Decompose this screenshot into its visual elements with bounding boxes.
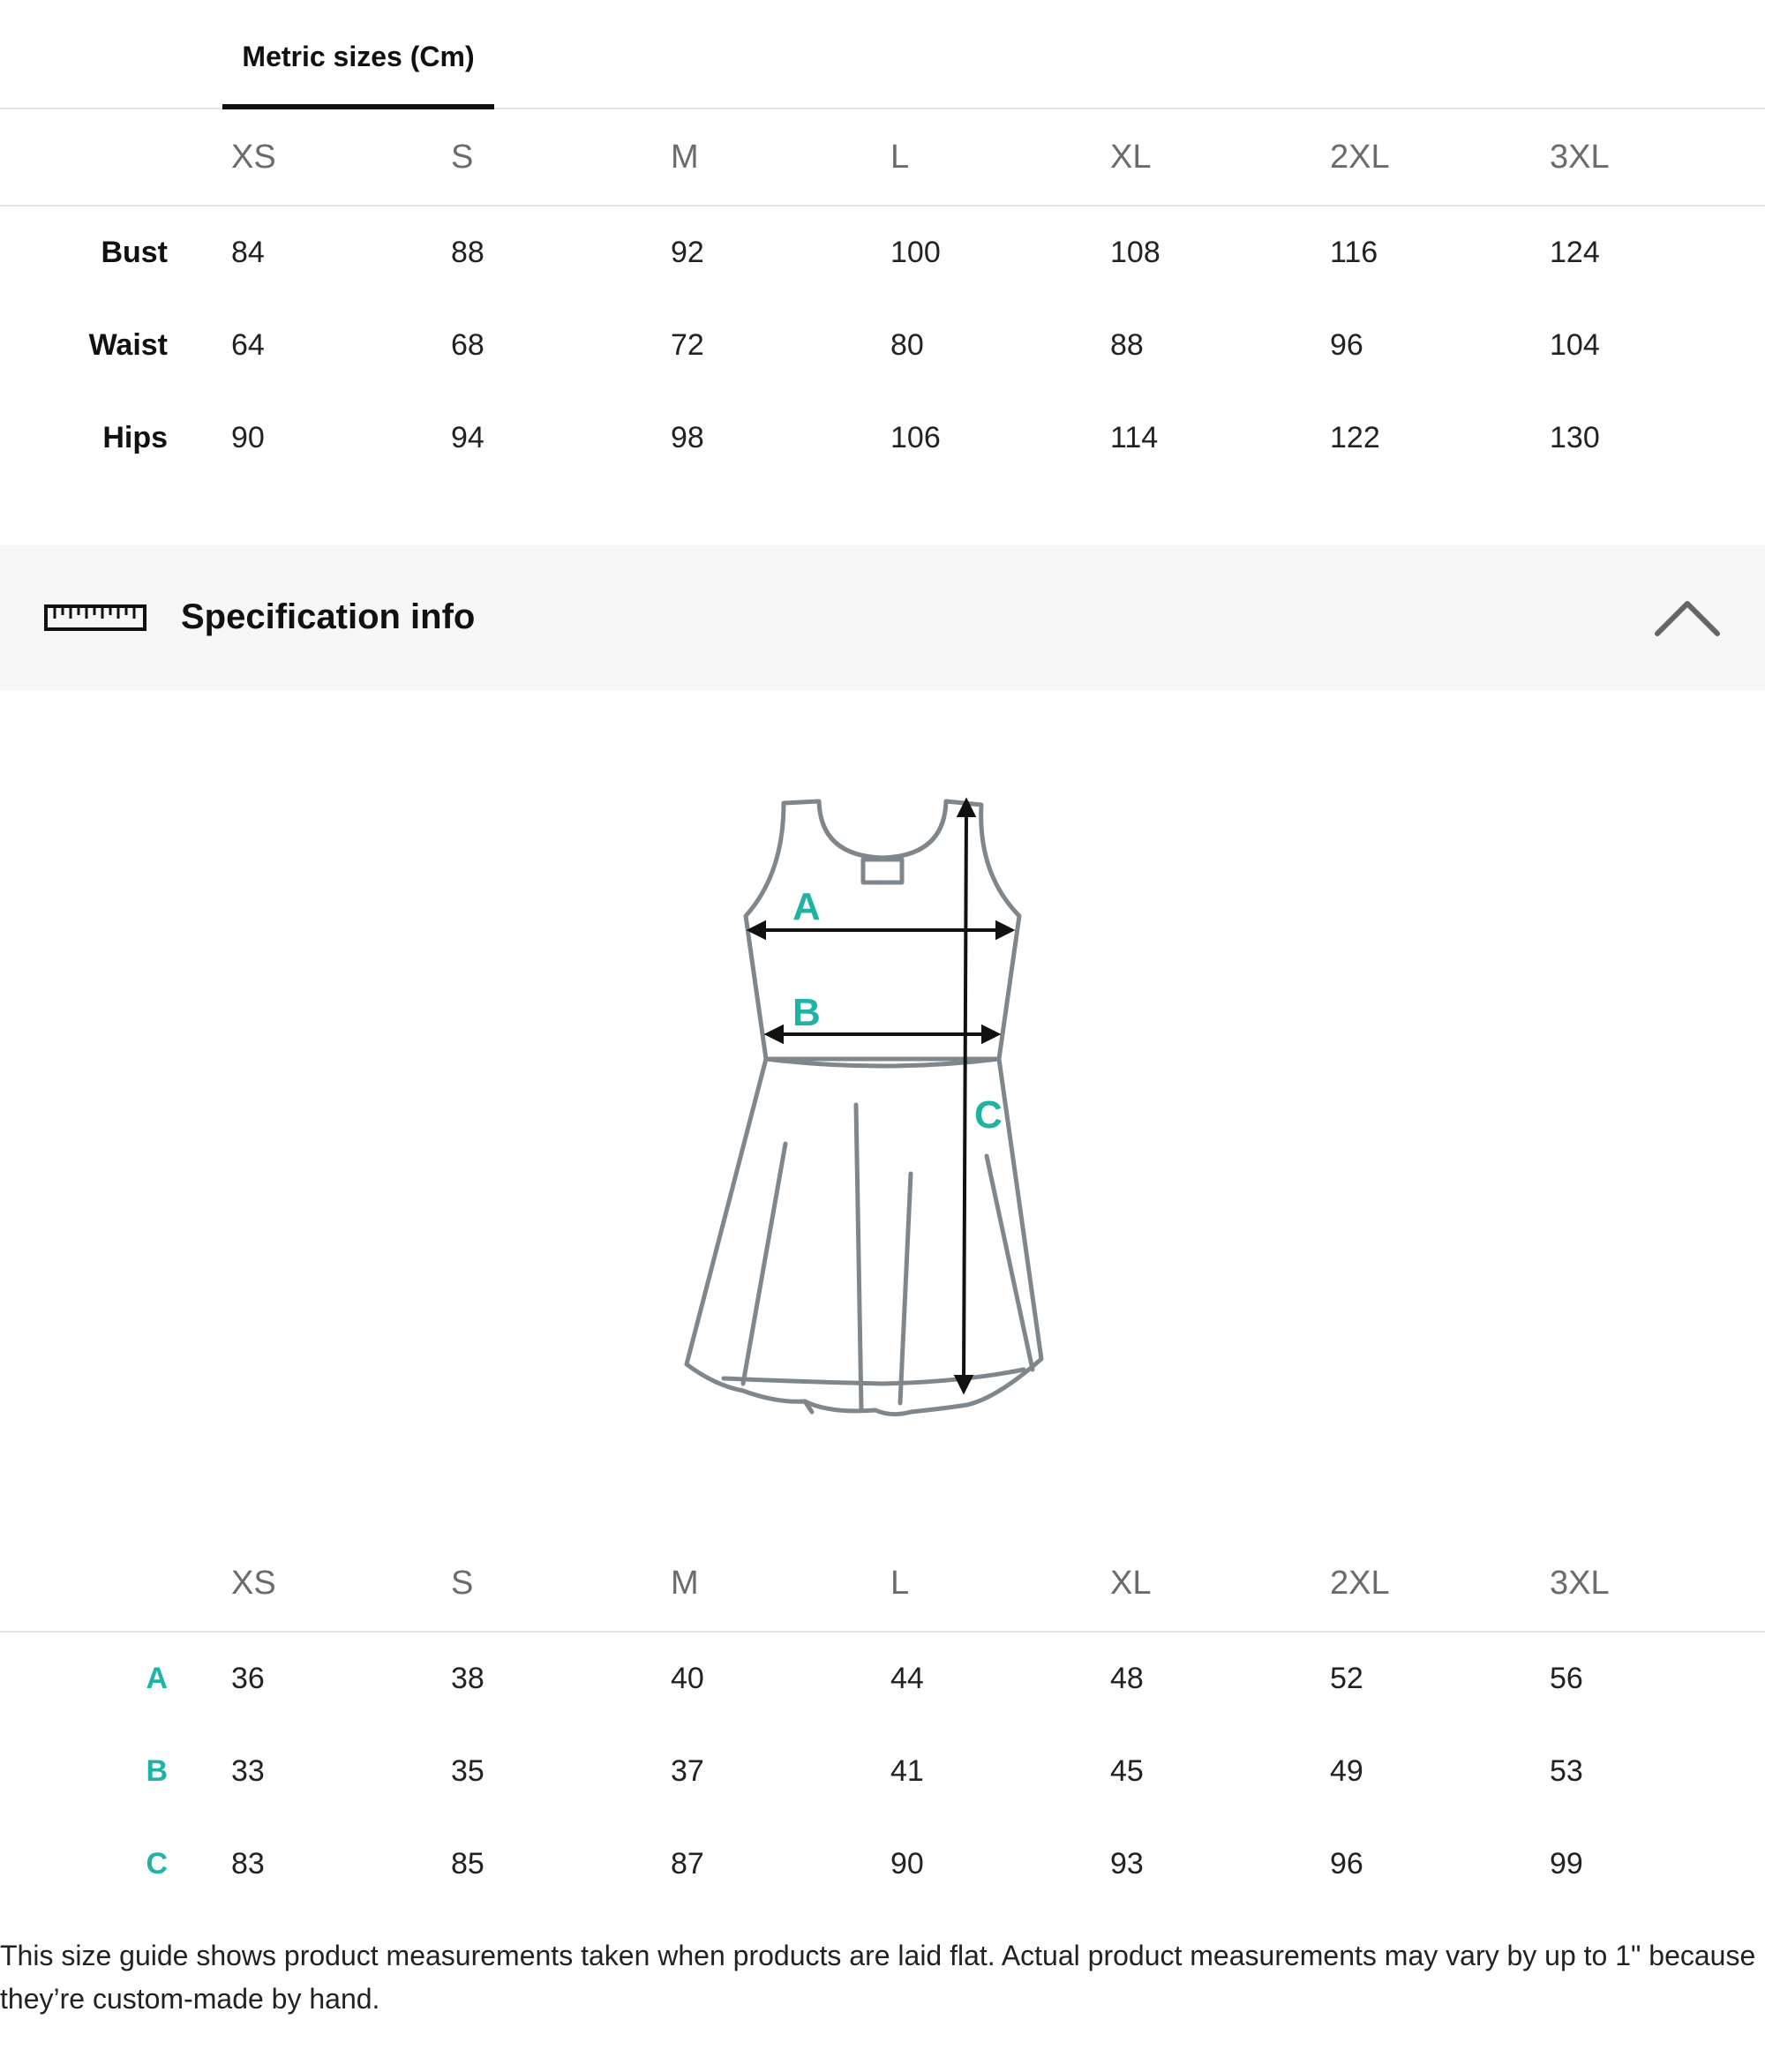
table-cell: 130	[1550, 421, 1600, 454]
table-cell: 104	[1550, 328, 1600, 362]
size-header: 2XL	[1330, 109, 1550, 206]
table-row	[0, 1632, 1765, 1725]
size-header: XL	[1110, 1535, 1330, 1632]
tab-label: Metric sizes (Cm)	[242, 41, 475, 72]
table-cell: 100	[890, 236, 941, 269]
table-cell: 87	[671, 1847, 704, 1881]
table-cell: 41	[890, 1754, 924, 1788]
table-cell: 90	[231, 421, 265, 454]
table-cell: 80	[890, 328, 924, 362]
table-row	[0, 1725, 1765, 1818]
size-header: XL	[1110, 109, 1330, 206]
size-header-row	[0, 1535, 1765, 1632]
table-cell: 40	[671, 1662, 704, 1695]
ruler-icon	[44, 604, 146, 631]
size-header: 2XL	[1330, 1535, 1550, 1632]
table-cell: 90	[890, 1847, 924, 1881]
table-cell: 92	[671, 236, 704, 269]
table-cell: 84	[231, 236, 265, 269]
size-unit-tabs	[0, 0, 1765, 109]
specification-info-title: Specification info	[181, 597, 476, 636]
table-cell: 108	[1110, 236, 1160, 269]
table-cell: 33	[231, 1754, 265, 1788]
row-label-header	[0, 1535, 231, 1632]
table-row	[0, 392, 1765, 484]
size-header: S	[451, 1535, 671, 1632]
row-label-header	[0, 109, 231, 206]
size-header: 3XL	[1550, 109, 1765, 206]
row-label: Hips	[102, 421, 168, 454]
row-label: Waist	[88, 328, 168, 362]
table-cell: 122	[1330, 421, 1380, 454]
table-cell: 38	[451, 1662, 484, 1695]
table-cell: 37	[671, 1754, 704, 1788]
table-cell: 56	[1550, 1662, 1583, 1695]
table-cell: 35	[451, 1754, 484, 1788]
table-cell: 64	[231, 328, 265, 362]
table-cell: 48	[1110, 1662, 1144, 1695]
diagram-label-b: B	[792, 991, 821, 1034]
table-cell: 88	[1110, 328, 1144, 362]
dress-measurement-diagram	[680, 794, 1085, 1430]
table-cell: 88	[451, 236, 484, 269]
table-cell: 49	[1330, 1754, 1363, 1788]
specification-info-toggle[interactable]	[0, 545, 1765, 690]
table-cell: 98	[671, 421, 704, 454]
table-cell: 68	[451, 328, 484, 362]
table-cell: 114	[1110, 421, 1159, 454]
row-label: Bust	[101, 236, 168, 269]
size-header: XS	[231, 1535, 451, 1632]
table-cell: 45	[1110, 1754, 1144, 1788]
table-row	[0, 299, 1765, 392]
table-cell: 116	[1330, 236, 1378, 269]
size-header: M	[671, 1535, 890, 1632]
chevron-up-icon[interactable]	[1654, 595, 1721, 639]
size-header-row	[0, 109, 1765, 206]
diagram-label-c: C	[974, 1093, 1003, 1137]
table-cell: 99	[1550, 1847, 1583, 1881]
table-cell: 96	[1330, 1847, 1363, 1881]
table-cell: 106	[890, 421, 941, 454]
table-cell: 85	[451, 1847, 484, 1881]
size-header: L	[890, 109, 1110, 206]
table-cell: 94	[451, 421, 484, 454]
table-cell: 72	[671, 328, 704, 362]
tab-metric-sizes[interactable]	[222, 0, 494, 108]
table-cell: 36	[231, 1662, 265, 1695]
body-measurements-table	[0, 109, 1765, 484]
measurement-arrows	[750, 801, 1011, 1391]
size-header: L	[890, 1535, 1110, 1632]
row-label: A	[146, 1662, 168, 1695]
table-cell: 124	[1550, 236, 1600, 269]
size-header: XS	[231, 109, 451, 206]
size-header: M	[671, 109, 890, 206]
table-cell: 52	[1330, 1662, 1363, 1695]
table-row	[0, 206, 1765, 299]
table-cell: 93	[1110, 1847, 1144, 1881]
size-guide-note: This size guide shows product measurements taken when products are laid flat. Actual product measurements may vary by up to 1" because they’re custom-made by hand.	[0, 1940, 1756, 2015]
diagram-label-a: A	[792, 885, 821, 928]
table-cell: 53	[1550, 1754, 1583, 1788]
size-header: 3XL	[1550, 1535, 1765, 1632]
table-cell: 83	[231, 1847, 265, 1881]
size-header: S	[451, 109, 671, 206]
row-label: C	[146, 1847, 168, 1881]
table-cell: 44	[890, 1662, 924, 1695]
table-row	[0, 1818, 1765, 1911]
table-cell: 96	[1330, 328, 1363, 362]
row-label: B	[146, 1754, 168, 1788]
specification-table	[0, 1535, 1765, 1911]
